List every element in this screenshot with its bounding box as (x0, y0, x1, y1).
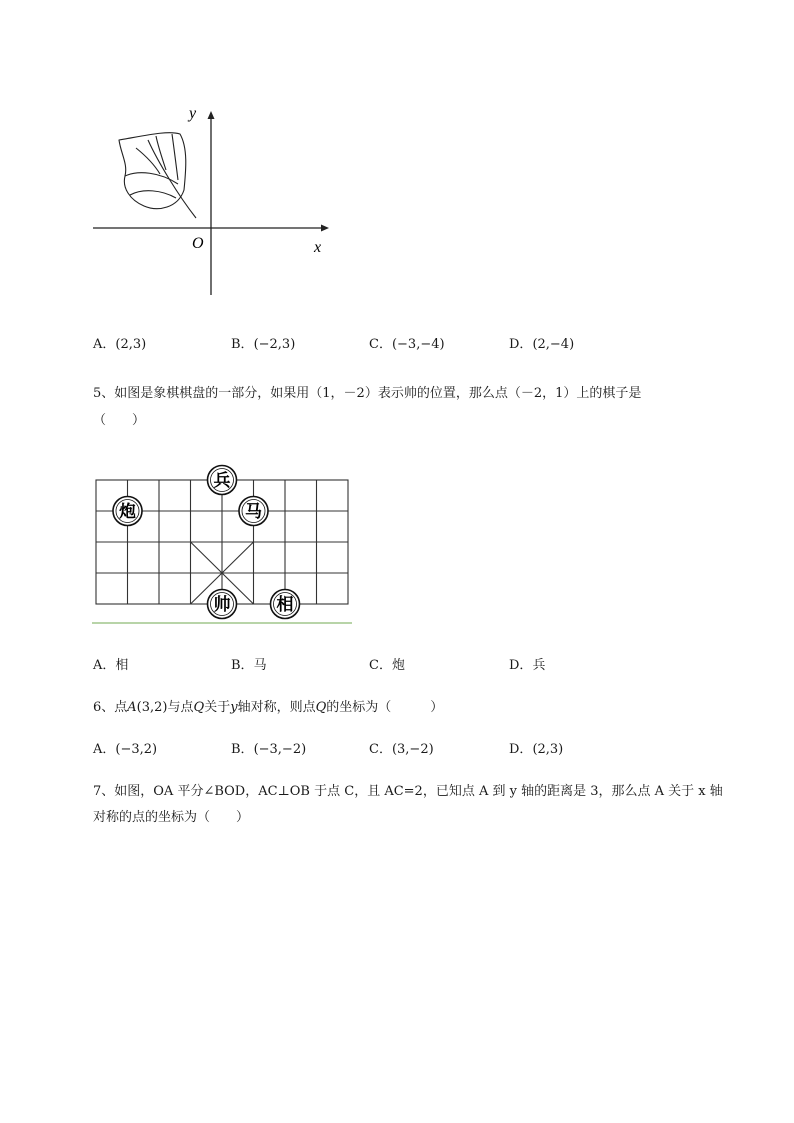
q5-option-b[interactable]: B．马 (231, 658, 267, 673)
q4-option-d[interactable]: D．(2,−4) (509, 337, 575, 352)
q5-option-a[interactable]: A．相 (93, 658, 129, 673)
x-axis-arrow (321, 225, 329, 232)
q4-option-c[interactable]: C．(−3,−4) (369, 337, 445, 352)
q5-text-line2: （ ） (93, 413, 146, 428)
svg-text:帅: 帅 (213, 595, 231, 615)
y-axis-arrow (208, 111, 215, 119)
piece-ma (239, 497, 268, 526)
q5-option-c[interactable]: C．炮 (369, 658, 405, 673)
q6-option-d[interactable]: D．(2,3) (509, 742, 564, 757)
svg-text:炮: 炮 (119, 502, 136, 522)
svg-text:相: 相 (276, 595, 294, 615)
piece-pao (113, 497, 142, 526)
q5-text-line1: 5、如图是象棋棋盘的一部分，如果用（1，－2）表示帅的位置，那么点（－2，1）上的棋子是 (93, 386, 642, 401)
leaf-coordinate-figure (88, 100, 338, 300)
svg-text:马: 马 (245, 502, 262, 522)
q6-option-a[interactable]: A．(−3,2) (93, 742, 158, 757)
piece-shuai (208, 590, 237, 619)
q7-text-line2: 对称的点的坐标为（ ） (93, 810, 250, 825)
piece-xiang (271, 590, 300, 619)
leaf-drawing (119, 133, 196, 218)
q6-text: 6、点A(3,2)与点Q关于y轴对称，则点Q的坐标为（ ） (93, 700, 444, 715)
y-axis-label: y (189, 105, 197, 122)
piece-bing (208, 466, 237, 495)
q7-text-line1: 7、如图，OA 平分∠BOD，AC⊥OB 于点 C，且 AC=2，已知点 A 到 y 轴的距离是 3，那么点 A 关于 x 轴 (93, 784, 723, 799)
svg-text:兵: 兵 (213, 471, 231, 491)
chessboard-figure (90, 462, 356, 628)
q6-option-b[interactable]: B．(−3,−2) (231, 742, 307, 757)
origin-label: O (192, 235, 204, 252)
q4-option-b[interactable]: B．(−2,3) (231, 337, 296, 352)
x-axis-label: x (314, 239, 322, 256)
q4-option-a[interactable]: A．(2,3) (93, 337, 147, 352)
q5-option-d[interactable]: D．兵 (509, 658, 546, 673)
q6-option-c[interactable]: C．(3,−2) (369, 742, 434, 757)
